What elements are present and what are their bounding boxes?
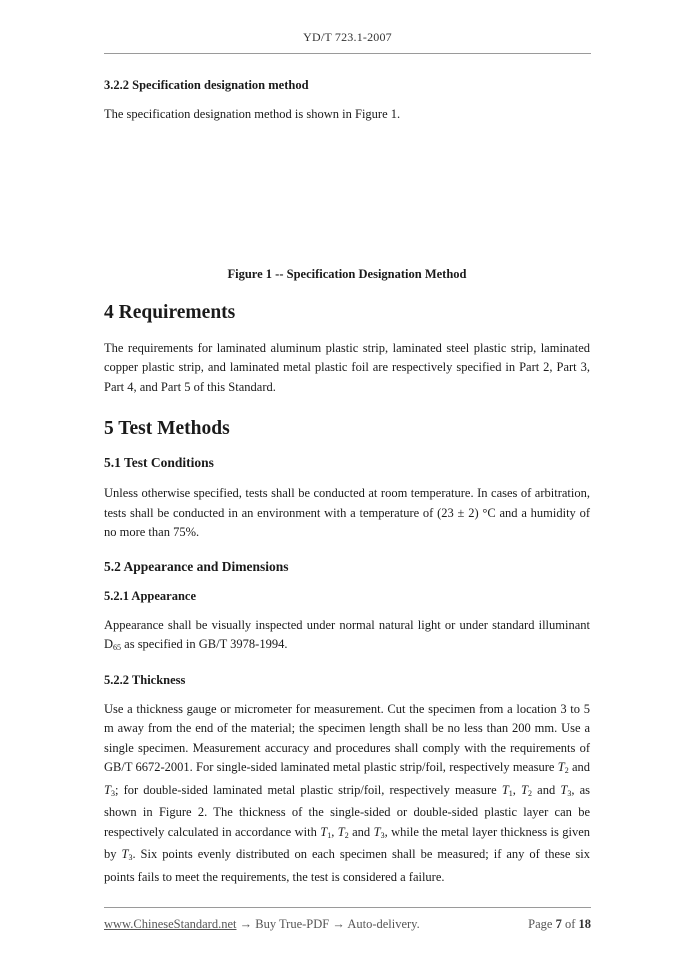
- section-3-2-2-text: The specification designation method is shown in Figure 1.: [104, 107, 401, 121]
- document-id: YD/T 723.1-2007: [303, 30, 392, 44]
- section-5-2-2-text: Use a thickness gauge or micrometer for measurement. Cut the specimen from a location 3 to 5 m away from the end of the material; the specimen length shall be no less than 200 mm. Use a single specimen. Measurement accuracy and procedures shall comply with the requirements of GB/T 6672-2001. For single-sided laminated metal plastic strip/foil, respectively measure $T_2$ and $T_3$; for double-sided laminated metal plastic strip/foil, respectively measure $T_1$, $T_2$ and $T_3$, as shown in Figure 2. The thickness of the single-sided or double-sided plastic layer can be respectively calculated in accordance with $T_1$, $T_2$ and $T_3$, while the metal layer thickness is given by $T_3$. Six points evenly distributed on each specimen shall be measured; if any of these six points fails to meet the requirements, the test is considered a failure.: [104, 701, 591, 884]
- section-5-heading: 5 Test Methods: [104, 418, 230, 439]
- arrow-right-icon: →: [332, 917, 345, 931]
- section-5-2-2-heading: 5.2.2 Thickness: [104, 672, 186, 687]
- section-5-1-text: Unless otherwise specified, tests shall be conducted at room temperature. In cases of arbitration, tests shall be conducted in an environment with a temperature of (23 ± 2) °C and a humidity of no more than 75%.: [104, 486, 590, 539]
- section-4-text: The requirements for laminated aluminum plastic strip, laminated steel plastic strip, laminated copper plastic strip, and laminated metal plastic foil are respectively specified in Part 2, Part 3, Part 4, and Part 5 of this Standard.: [104, 340, 590, 394]
- page-header: [104, 30, 591, 45]
- section-3-2-2-heading: 3.2.2 Specification designation method: [104, 78, 309, 92]
- section-5-2-1-heading: 5.2.1 Appearance: [104, 588, 197, 603]
- footer-left: [104, 917, 420, 932]
- page-footer: [104, 917, 591, 932]
- site-link[interactable]: www.ChineseStandard.net: [104, 917, 237, 931]
- section-4-heading: 4 Requirements: [104, 301, 236, 323]
- figure-1-caption: Figure 1 -- Specification Designation Method: [227, 266, 467, 281]
- footer-divider: [104, 907, 591, 908]
- section-5-1-heading: 5.1 Test Conditions: [104, 455, 214, 470]
- auto-delivery-text: Auto-delivery.: [347, 917, 420, 931]
- header-divider: [104, 53, 591, 54]
- arrow-right-icon: →: [239, 917, 253, 931]
- section-5-2-1-text: Appearance shall be visually inspected under normal natural light or under standard illuminant $D_{65}$ as specified in GB/T 3978-1994.: [104, 617, 590, 652]
- figure-1-area: [104, 125, 590, 265]
- page-content: [104, 76, 590, 887]
- page-number: Page 7 of 18: [528, 917, 591, 931]
- section-5-2-heading: 5.2 Appearance and Dimensions: [104, 558, 289, 574]
- buy-true-pdf-text: Buy True-PDF: [255, 917, 330, 931]
